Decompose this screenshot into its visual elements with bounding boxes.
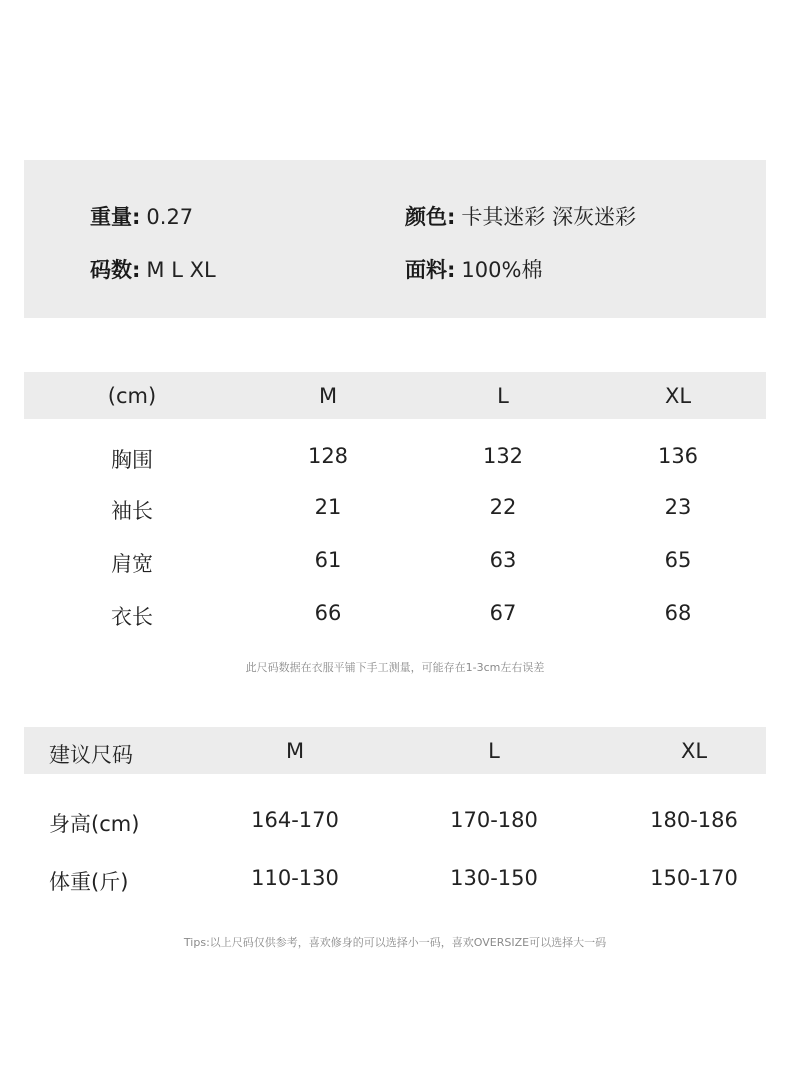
measure-cell: 136 [657,444,699,468]
measure-note: 此尺码数据在衣服平铺下手工测量，可能存在1-3cm左右误差 [245,661,545,674]
size-info [90,257,216,283]
measure-header-m: M [318,384,338,408]
suggest-row-label: 体重(斤) [49,870,129,894]
suggest-cell: 164-170 [251,808,339,832]
suggest-cell: 150-170 [650,866,738,890]
measure-header-xl: XL [664,384,692,408]
measure-row-label: 肩宽 [111,552,153,576]
suggest-cell: 170-180 [450,808,538,832]
measure-row-label: 袖长 [111,499,153,523]
measure-cell: 61 [314,548,342,572]
size-value: M L XL [146,258,216,282]
weight-label: 重量: [90,205,141,229]
suggest-row-label: 身高(cm) [49,812,140,836]
suggest-cell: 180-186 [650,808,738,832]
color-label: 颜色: [405,205,456,229]
measure-cell: 65 [664,548,692,572]
measure-cell: 67 [489,601,517,625]
suggest-header-l: L [488,739,500,763]
measure-row-label: 衣长 [111,605,153,629]
measure-cell: 132 [482,444,524,468]
suggest-cell: 130-150 [450,866,538,890]
measure-header-unit: (cm) [107,384,157,408]
suggest-header-xl: XL [680,739,708,763]
fabric-label: 面料: [405,258,456,282]
measure-cell: 128 [307,444,349,468]
suggest-header-m: M [285,739,305,763]
suggest-table-header [24,727,766,774]
measure-row-label: 胸围 [111,448,153,472]
size-label: 码数: [90,258,141,282]
fabric-value: 100%棉 [461,258,543,282]
weight-value: 0.27 [146,205,194,229]
fabric-info [405,257,542,283]
color-info [405,204,636,230]
measure-cell: 22 [489,495,517,519]
color-value: 卡其迷彩 深灰迷彩 [461,205,637,229]
product-info-panel [24,160,766,318]
measure-cell: 21 [314,495,342,519]
measure-cell: 66 [314,601,342,625]
tips-note: Tips:以上尺码仅供参考，喜欢修身的可以选择小一码，喜欢OVERSIZE可以选择大一码 [183,936,607,949]
suggest-header-title: 建议尺码 [49,743,133,767]
suggest-cell: 110-130 [251,866,339,890]
measure-header-l: L [497,384,509,408]
measure-cell: 68 [664,601,692,625]
measure-cell: 63 [489,548,517,572]
measure-cell: 23 [664,495,692,519]
weight-info [90,204,193,230]
